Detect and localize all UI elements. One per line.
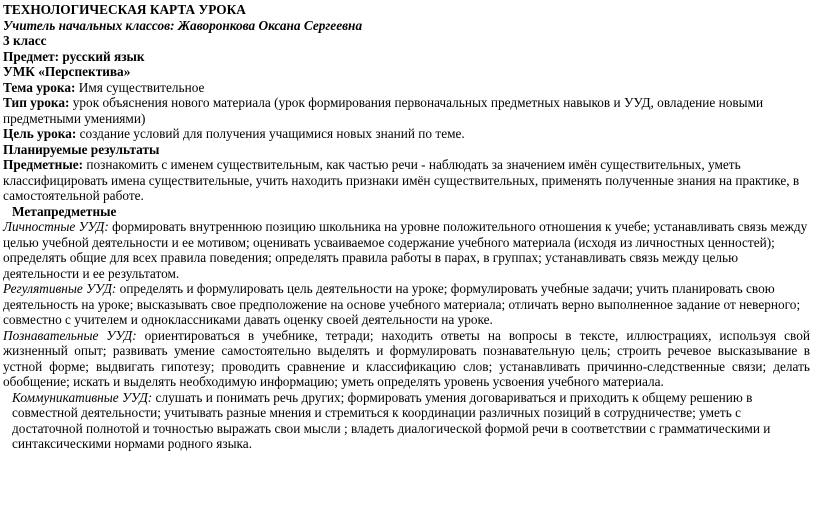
topic-value: Имя существительное bbox=[75, 79, 205, 95]
communicative-uud-label: Коммуникативные УУД: bbox=[12, 389, 153, 405]
lesson-type-value: урок объяснения нового материала (урок формирования первоначальных предметных навыков и УУД, овладение новыми предметными умениями) bbox=[3, 95, 764, 126]
topic-label: Тема урока: bbox=[3, 79, 76, 95]
communicative-uud-paragraph bbox=[3, 390, 810, 452]
goal-value: создание условий для получения учащимися новых знаний по теме. bbox=[76, 126, 465, 141]
meta-heading: Метапредметные bbox=[12, 203, 117, 219]
subject-results-paragraph bbox=[3, 157, 810, 204]
personal-uud-paragraph bbox=[3, 219, 810, 281]
goal-line bbox=[3, 126, 810, 142]
topic-line bbox=[3, 80, 810, 96]
regulative-uud-value: определять и формулировать цель деятельности на уроке; формулировать учебные задачи; учить планировать свою деятельность на уроке; высказывать свое предположение на основе учебного материала; отличать верно выполненное задание от неверного; совместно с учителем и одноклассниками давать оценку своей деятельности на уроке. bbox=[3, 281, 801, 327]
communicative-uud-value: слушать и понимать речь других; формировать умения договариваться и приходить к общему решению в совместной деятельности; учитывать разные мнения и стремиться к координации различных позиций в сотрудничестве; уметь с достаточной полнотой и точностью выражать свои мысли ; владеть диалогической формой речи в соответствии с грамматическими и синтаксическими нормами родного языка. bbox=[12, 389, 771, 451]
lesson-type-label: Тип урока: bbox=[3, 95, 70, 110]
cognitive-uud-paragraph bbox=[3, 328, 810, 390]
results-heading: Планируемые результаты bbox=[3, 141, 160, 157]
teacher-line: Учитель начальных классов: Жаворонкова Оксана Сергеевна bbox=[3, 17, 363, 33]
regulative-uud-label: Регулятивные УУД: bbox=[3, 281, 117, 296]
personal-uud-value: формировать внутреннюю позицию школьника на уровне положительного отношения к учебе; устанавливать связь между целью учебной деятельности и ее мотивом; оценивать усваиваемое содержание учебного материала (исходя из личностных ценностей); определять общие для всех правила поведения; определять правила работы в парах, в группах; устанавливать связь между целью деятельности и ее результатом. bbox=[3, 219, 808, 281]
subject-results-label: Предметные: bbox=[3, 157, 84, 172]
goal-label: Цель урока: bbox=[3, 126, 77, 141]
document-title: ТЕХНОЛОГИЧЕСКАЯ КАРТА УРОКА bbox=[3, 2, 246, 17]
personal-uud-label: Личностные УУД: bbox=[3, 219, 109, 234]
regulative-uud-paragraph bbox=[3, 281, 810, 328]
cognitive-uud-value: ориентироваться в учебнике, тетради; находить ответы на вопросы в тексте, иллюстрациях, используя свой жизненный опыт; развивать умение самостоятельно выделять и формулировать познавательную цель; строить речевое высказывание в устной форме; выдвигать гипотезу; проводить сравнение и классификацию слов; устанавливать причинно-следственные связи; делать обобщение; искать и выделять необходимую информацию; уметь определять уровень усвоения учебного материала. bbox=[3, 327, 810, 389]
subject-results-value: познакомить с именем существительным, как частью речи - наблюдать за значением имён существительных, уметь классифицировать имена существительные, учить находить признаки имён существительных, применять полученные знания на практике, в самостоятельной работе. bbox=[3, 157, 800, 203]
cognitive-uud-label: Познавательные УУД: bbox=[3, 327, 137, 343]
umk-line: УМК «Перспектива» bbox=[3, 64, 131, 79]
subject-line: Предмет: русский язык bbox=[3, 48, 145, 64]
lesson-type-line bbox=[3, 95, 810, 126]
grade-line: 3 класс bbox=[3, 33, 47, 48]
